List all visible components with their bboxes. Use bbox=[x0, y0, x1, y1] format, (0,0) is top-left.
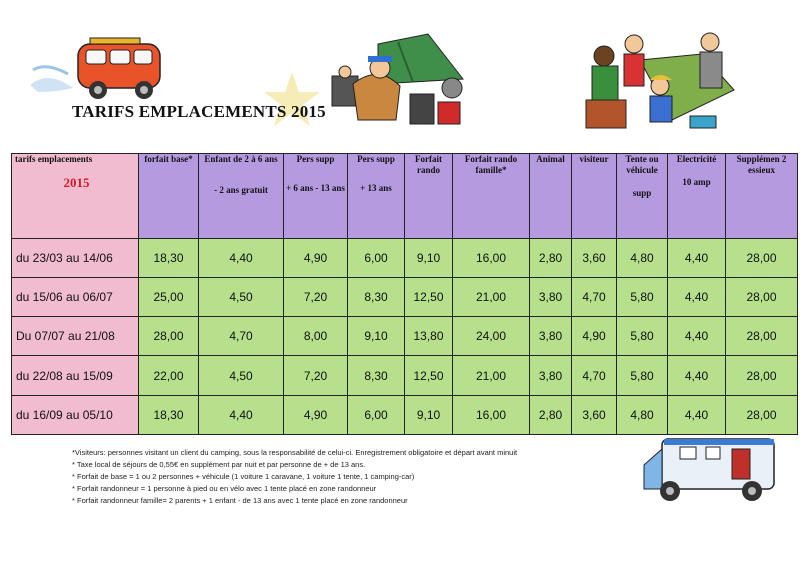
price-cell-pers-supp-6: 7,20 bbox=[284, 356, 348, 395]
price-cell-forfait-rando: 9,10 bbox=[405, 395, 453, 434]
table-row bbox=[12, 356, 798, 395]
table-row bbox=[12, 317, 798, 356]
van-illustration bbox=[28, 30, 168, 105]
column-header-tente-vehicule: Tente ou véhicule supp bbox=[617, 154, 668, 239]
column-header-enfant: Enfant de 2 à 6 ans - 2 ans gratuit bbox=[199, 154, 284, 239]
price-cell-supplement-essieux: 28,00 bbox=[726, 238, 798, 277]
price-cell-animal: 3,80 bbox=[530, 317, 572, 356]
table-row bbox=[12, 238, 798, 277]
price-cell-forfait-base: 22,00 bbox=[139, 356, 199, 395]
campers-with-tent-illustration bbox=[582, 30, 742, 132]
period-cell: du 16/09 au 05/10 bbox=[12, 395, 139, 434]
footnotes bbox=[72, 447, 517, 507]
price-cell-animal: 3,80 bbox=[530, 277, 572, 316]
price-cell-enfant: 4,40 bbox=[199, 395, 284, 434]
price-cell-tente-vehicule: 5,80 bbox=[617, 317, 668, 356]
price-cell-forfait-rando-famille: 16,00 bbox=[453, 238, 530, 277]
price-cell-pers-supp-13: 8,30 bbox=[348, 277, 405, 316]
price-cell-electricite: 4,40 bbox=[668, 317, 726, 356]
price-cell-electricite: 4,40 bbox=[668, 277, 726, 316]
price-cell-enfant: 4,50 bbox=[199, 356, 284, 395]
price-cell-supplement-essieux: 28,00 bbox=[726, 277, 798, 316]
price-cell-forfait-rando-famille: 21,00 bbox=[453, 356, 530, 395]
table-row bbox=[12, 277, 798, 316]
price-cell-forfait-rando-famille: 21,00 bbox=[453, 277, 530, 316]
price-cell-animal: 2,80 bbox=[530, 238, 572, 277]
footnote: * Forfait randonneur = 1 personne à pied ou en vélo avec 1 tente placé en zone randonneur bbox=[72, 484, 377, 493]
price-cell-forfait-rando: 9,10 bbox=[405, 238, 453, 277]
price-cell-visiteur: 4,90 bbox=[572, 317, 617, 356]
camping-car-illustration bbox=[640, 435, 780, 507]
period-cell: du 23/03 au 14/06 bbox=[12, 238, 139, 277]
price-cell-tente-vehicule: 4,80 bbox=[617, 238, 668, 277]
price-cell-electricite: 4,40 bbox=[668, 356, 726, 395]
corner-label: tarifs emplacements bbox=[15, 154, 93, 164]
price-cell-forfait-base: 28,00 bbox=[139, 317, 199, 356]
footnote: *Visiteurs: personnes visitant un client du camping, sous la responsabilité de celui-ci. Enregistrement obligatoire et départ avant minuit bbox=[72, 448, 518, 457]
price-cell-enfant: 4,70 bbox=[199, 317, 284, 356]
column-header-visiteur: visiteur bbox=[572, 154, 617, 239]
price-cell-visiteur: 4,70 bbox=[572, 356, 617, 395]
tarifs-table bbox=[11, 153, 798, 435]
price-cell-forfait-rando: 12,50 bbox=[405, 356, 453, 395]
price-cell-tente-vehicule: 5,80 bbox=[617, 277, 668, 316]
column-header-pers-supp-13: Pers supp + 13 ans bbox=[348, 154, 405, 239]
price-cell-animal: 2,80 bbox=[530, 395, 572, 434]
price-cell-pers-supp-6: 4,90 bbox=[284, 238, 348, 277]
price-cell-visiteur: 3,60 bbox=[572, 395, 617, 434]
price-cell-supplement-essieux: 28,00 bbox=[726, 317, 798, 356]
price-cell-enfant: 4,50 bbox=[199, 277, 284, 316]
price-cell-forfait-rando-famille: 24,00 bbox=[453, 317, 530, 356]
price-cell-supplement-essieux: 28,00 bbox=[726, 356, 798, 395]
price-cell-pers-supp-13: 9,10 bbox=[348, 317, 405, 356]
price-cell-pers-supp-6: 7,20 bbox=[284, 277, 348, 316]
price-cell-electricite: 4,40 bbox=[668, 395, 726, 434]
period-cell: Du 07/07 au 21/08 bbox=[12, 317, 139, 356]
price-cell-forfait-base: 18,30 bbox=[139, 238, 199, 277]
page-title: TARIFS EMPLACEMENTS 2015 bbox=[72, 102, 326, 121]
price-cell-forfait-base: 25,00 bbox=[139, 277, 199, 316]
price-cell-supplement-essieux: 28,00 bbox=[726, 395, 798, 434]
camper-tent-illustration bbox=[318, 24, 468, 136]
price-cell-visiteur: 3,60 bbox=[572, 238, 617, 277]
column-header-pers-supp-6: Pers supp + 6 ans - 13 ans bbox=[284, 154, 348, 239]
column-header-forfait-rando-famille: Forfait rando famille* bbox=[453, 154, 530, 239]
column-header-forfait-rando: Forfait rando bbox=[405, 154, 453, 239]
corner-cell bbox=[12, 154, 139, 239]
price-cell-pers-supp-13: 8,30 bbox=[348, 356, 405, 395]
price-cell-forfait-rando-famille: 16,00 bbox=[453, 395, 530, 434]
footnote: * Forfait randonneur famille= 2 parents + 1 enfant - de 13 ans avec 1 tente placé en zone randonneur bbox=[72, 496, 408, 505]
price-cell-visiteur: 4,70 bbox=[572, 277, 617, 316]
column-header-electricite: Electricité 10 amp bbox=[668, 154, 726, 239]
price-cell-electricite: 4,40 bbox=[668, 238, 726, 277]
price-cell-enfant: 4,40 bbox=[199, 238, 284, 277]
price-cell-tente-vehicule: 5,80 bbox=[617, 356, 668, 395]
column-header-animal: Animal bbox=[530, 154, 572, 239]
price-cell-forfait-base: 18,30 bbox=[139, 395, 199, 434]
footnote: * Forfait de base = 1 ou 2 personnes + véhicule (1 voiture 1 caravane, 1 voiture 1 tente, 1 camping-car) bbox=[72, 472, 415, 481]
footnote: * Taxe local de séjours de 0,55€ en supplément par nuit et par personne de + de 13 ans. bbox=[72, 460, 366, 469]
price-cell-pers-supp-13: 6,00 bbox=[348, 238, 405, 277]
period-cell: du 22/08 au 15/09 bbox=[12, 356, 139, 395]
column-header-supplement-essieux: Supplémen 2 essieux bbox=[726, 154, 798, 239]
price-cell-pers-supp-13: 6,00 bbox=[348, 395, 405, 434]
period-cell: du 15/06 au 06/07 bbox=[12, 277, 139, 316]
price-cell-animal: 3,80 bbox=[530, 356, 572, 395]
header-row bbox=[12, 154, 798, 239]
year-label: 2015 bbox=[63, 175, 90, 190]
price-cell-forfait-rando: 13,80 bbox=[405, 317, 453, 356]
table-row bbox=[12, 395, 798, 434]
price-cell-pers-supp-6: 4,90 bbox=[284, 395, 348, 434]
price-cell-tente-vehicule: 4,80 bbox=[617, 395, 668, 434]
price-cell-pers-supp-6: 8,00 bbox=[284, 317, 348, 356]
price-cell-forfait-rando: 12,50 bbox=[405, 277, 453, 316]
column-header-forfait-base: forfait base* bbox=[139, 154, 199, 239]
